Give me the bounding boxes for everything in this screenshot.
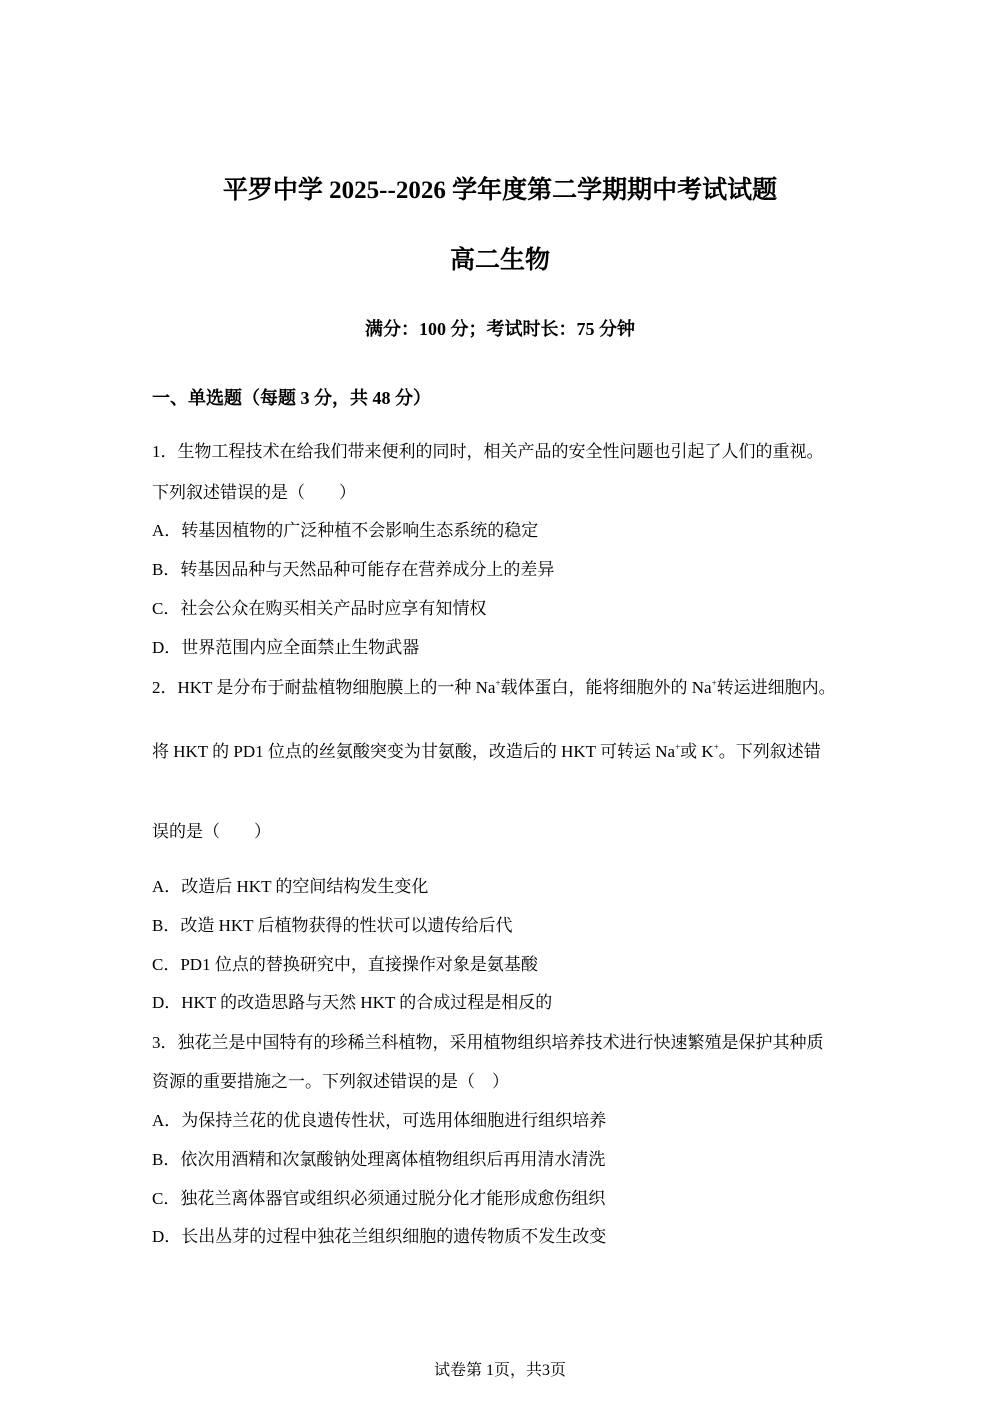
question-3-stem-line1: 3．独花兰是中国特有的珍稀兰科植物，采用植物组织培养技术进行快速繁殖是保护其种质 (152, 1033, 824, 1052)
q2-l1-text-a: 2．HKT 是分布于耐盐植物细胞膜上的一种 Na (152, 678, 496, 697)
question-2-stem-line3: 误的是（ ） (152, 822, 271, 841)
section-heading: 一、单选题（每题 3 分，共 48 分） (152, 388, 431, 408)
exam-subject: 高二生物 (449, 247, 550, 274)
q2-l2-superscript-1: + (675, 742, 681, 752)
question-2-option-b: B．改造 HKT 后植物获得的性状可以遗传给后代 (152, 916, 513, 935)
question-3-option-d: D．长出丛芽的过程中独花兰组织细胞的遗传物质不发生改变 (152, 1227, 607, 1246)
q2-l1-superscript-1: + (495, 678, 501, 688)
question-3-option-b: B．依次用酒精和次氯酸钠处理离体植物组织后再用清水清洗 (152, 1150, 606, 1169)
question-3-option-c: C．独花兰离体器官或组织必须通过脱分化才能形成愈伤组织 (152, 1189, 606, 1208)
q2-l1-superscript-2: + (711, 678, 717, 688)
exam-title: 平罗中学 2025--2026 学年度第二学期期中考试试题 (222, 177, 778, 204)
question-2-stem-line1 (152, 673, 836, 698)
question-2-stem-line2 (152, 737, 821, 762)
q2-l2-text-a: 将 HKT 的 PD1 位点的丝氨酸突变为甘氨酸，改造后的 HKT 可转运 Na (152, 742, 676, 761)
q2-l1-text-b: 载体蛋白，能将细胞外的 Na (500, 678, 712, 697)
page-footer: 试卷第 1页，共3页 (433, 1362, 566, 1379)
question-1-option-c: C．社会公众在购买相关产品时应享有知情权 (152, 599, 487, 618)
exam-info: 满分：100 分；考试时长：75 分钟 (365, 319, 635, 339)
question-1-option-b: B．转基因品种与天然品种可能存在营养成分上的差异 (152, 560, 555, 579)
question-1-option-d: D．世界范围内应全面禁止生物武器 (152, 638, 420, 657)
question-2-option-d: D．HKT 的改造思路与天然 HKT 的合成过程是相反的 (152, 993, 553, 1012)
q2-l1-text-c: 转运进细胞内。 (716, 678, 836, 697)
q2-l2-text-b: 或 K (680, 742, 714, 761)
question-2-option-a: A．改造后 HKT 的空间结构发生变化 (152, 877, 429, 896)
question-1-stem-line2: 下列叙述错误的是（ ） (152, 483, 356, 502)
q2-l2-text-c: 。下列叙述错 (718, 742, 821, 761)
question-2-option-c: C．PD1 位点的替换研究中，直接操作对象是氨基酸 (152, 955, 538, 974)
q2-l2-superscript-2: + (713, 742, 719, 752)
question-1-stem-line1: 1．生物工程技术在给我们带来便利的同时，相关产品的安全性问题也引起了人们的重视。 (152, 442, 824, 461)
question-3-stem-line2: 资源的重要措施之一。下列叙述错误的是（ ） (152, 1072, 509, 1091)
question-1-option-a: A．转基因植物的广泛种植不会影响生态系统的稳定 (152, 521, 539, 540)
question-3-option-a: A．为保持兰花的优良遗传性状，可选用体细胞进行组织培养 (152, 1111, 607, 1130)
